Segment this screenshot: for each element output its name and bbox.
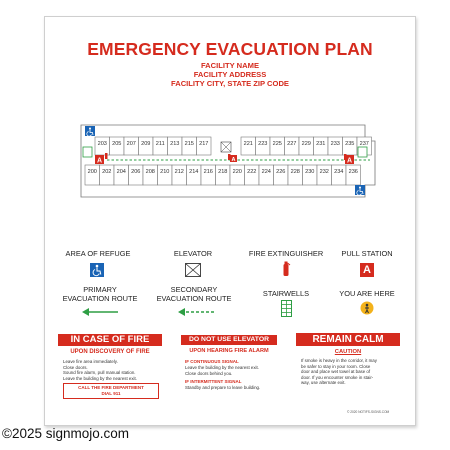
room-225-number: 225 xyxy=(272,141,282,147)
room-204-number: 204 xyxy=(116,169,126,175)
room-224 xyxy=(259,165,274,185)
stairwell-symbol xyxy=(83,147,92,157)
elevator-subheading: UPON HEARING FIRE ALARM xyxy=(189,348,269,354)
legend-secondary-route-label-1: SECONDARY xyxy=(170,285,218,294)
accessibility-icon xyxy=(90,263,104,277)
room-224-number: 224 xyxy=(261,169,271,175)
room-233-number: 233 xyxy=(330,141,340,147)
room-222-number: 222 xyxy=(247,169,257,175)
room-203-number: 203 xyxy=(97,141,107,147)
room-216 xyxy=(201,165,216,185)
room-213-number: 213 xyxy=(170,141,180,147)
room-206 xyxy=(129,165,144,185)
room-236 xyxy=(346,165,361,185)
room-232 xyxy=(317,165,332,185)
building-outline xyxy=(81,125,375,197)
room-220-number: 220 xyxy=(232,169,242,175)
room-230 xyxy=(303,165,318,185)
room-227-number: 227 xyxy=(287,141,297,147)
room-216-number: 216 xyxy=(203,169,213,175)
svg-text:A: A xyxy=(96,157,103,165)
fire-instructions: Leave fire area immediately. Close doors. Sound fire alarm, pull manual station. Leave the building by the nearest exit. xyxy=(63,359,137,381)
room-231-number: 231 xyxy=(316,141,326,147)
room-212-number: 212 xyxy=(174,169,184,175)
sign-title: EMERGENCY EVACUATION PLAN xyxy=(87,39,373,59)
room-214 xyxy=(187,165,202,185)
room-204 xyxy=(114,165,129,185)
legend-secondary-route-label-2: EVACUATION ROUTE xyxy=(156,294,232,303)
room-234-number: 234 xyxy=(334,169,344,175)
legend-area-of-refuge-label: AREA OF REFUGE xyxy=(65,249,131,258)
caution-label: CAUTION xyxy=(334,349,362,355)
secondary-route-arrow-icon xyxy=(177,307,215,317)
fire-subheading: UPON DISCOVERY OF FIRE xyxy=(70,349,150,355)
room-214-number: 214 xyxy=(189,169,199,175)
room-206-number: 206 xyxy=(131,169,141,175)
room-200 xyxy=(85,165,100,185)
room-210 xyxy=(158,165,173,185)
room-208 xyxy=(143,165,158,185)
fire-heading: IN CASE OF FIRE xyxy=(58,334,162,346)
elevator-instructions: IF CONTINUOUS SIGNAL Leave the building by the nearest exit. Close doors behind you. IF INTERMITTENT SIGNAL Standby and prepare to leave building. xyxy=(185,359,261,391)
primary-route-arrow-icon xyxy=(81,307,119,317)
room-236-number: 236 xyxy=(348,169,358,175)
legend-pull-station-label: PULL STATION xyxy=(341,249,393,258)
room-226 xyxy=(274,165,289,185)
room-234 xyxy=(332,165,347,185)
legend-elevator-label: ELEVATOR xyxy=(173,249,213,258)
room-217-number: 217 xyxy=(199,141,209,147)
fire-extinguisher-symbol xyxy=(105,153,108,159)
room-211-number: 211 xyxy=(155,141,165,147)
remain-calm-heading: REMAIN CALM xyxy=(296,333,400,346)
room-237-number: 237 xyxy=(359,141,369,147)
svg-text:A: A xyxy=(346,157,353,165)
room-218-number: 218 xyxy=(218,169,228,175)
legend-primary-route-label-2: EVACUATION ROUTE xyxy=(62,294,138,303)
svg-text:A: A xyxy=(231,157,236,163)
room-202 xyxy=(100,165,115,185)
room-210-number: 210 xyxy=(160,169,170,175)
evacuation-sign xyxy=(44,16,416,426)
legend-you-are-here-label: YOU ARE HERE xyxy=(339,289,395,298)
you-are-here-icon xyxy=(360,301,374,315)
pull-station-icon: A xyxy=(360,263,374,277)
room-200-number: 200 xyxy=(87,169,97,175)
room-208-number: 208 xyxy=(145,169,155,175)
room-202-number: 202 xyxy=(102,169,112,175)
room-229-number: 229 xyxy=(301,141,311,147)
room-205-number: 205 xyxy=(112,141,122,147)
legend-stairwells-label: STAIRWELLS xyxy=(262,289,310,298)
room-232-number: 232 xyxy=(319,169,329,175)
room-228-number: 228 xyxy=(290,169,300,175)
room-209-number: 209 xyxy=(141,141,151,147)
room-220 xyxy=(230,165,245,185)
room-212 xyxy=(172,165,187,185)
facility-city: FACILITY CITY, STATE ZIP CODE xyxy=(171,79,289,88)
room-228 xyxy=(288,165,303,185)
room-223-number: 223 xyxy=(258,141,268,147)
floor-plan xyxy=(45,17,415,247)
legend-primary-route-label-1: PRIMARY xyxy=(83,285,117,294)
room-215-number: 215 xyxy=(184,141,194,147)
room-235-number: 235 xyxy=(345,141,355,147)
stairwell-icon xyxy=(281,300,292,317)
room-221-number: 221 xyxy=(243,141,253,147)
room-226-number: 226 xyxy=(276,169,286,175)
room-207-number: 207 xyxy=(126,141,136,147)
room-230-number: 230 xyxy=(305,169,315,175)
sign-copyright: © 2020 NOTIFS-SIGNS.COM xyxy=(347,410,390,414)
room-218 xyxy=(216,165,231,185)
fire-extinguisher-icon xyxy=(281,261,291,277)
facility-address: FACILITY ADDRESS xyxy=(193,70,267,79)
elevator-icon xyxy=(185,263,201,277)
call-fire-department-box: CALL THE FIRE DEPARTMENT DIAL 911 xyxy=(63,383,159,399)
remain-calm-instructions: If smoke is heavy in the corridor, it may be safer to stay in your room. Close door and place wet towel at base of door. If you encounter smoke in stair- way, use alternate exit. xyxy=(301,358,377,386)
facility-name: FACILITY NAME xyxy=(200,61,260,70)
room-222 xyxy=(245,165,260,185)
watermark: ©2025 signmojo.com xyxy=(2,426,130,441)
elevator-heading: DO NOT USE ELEVATOR xyxy=(181,335,277,345)
legend-fire-extinguisher-label: FIRE EXTINGUISHER xyxy=(248,249,324,258)
